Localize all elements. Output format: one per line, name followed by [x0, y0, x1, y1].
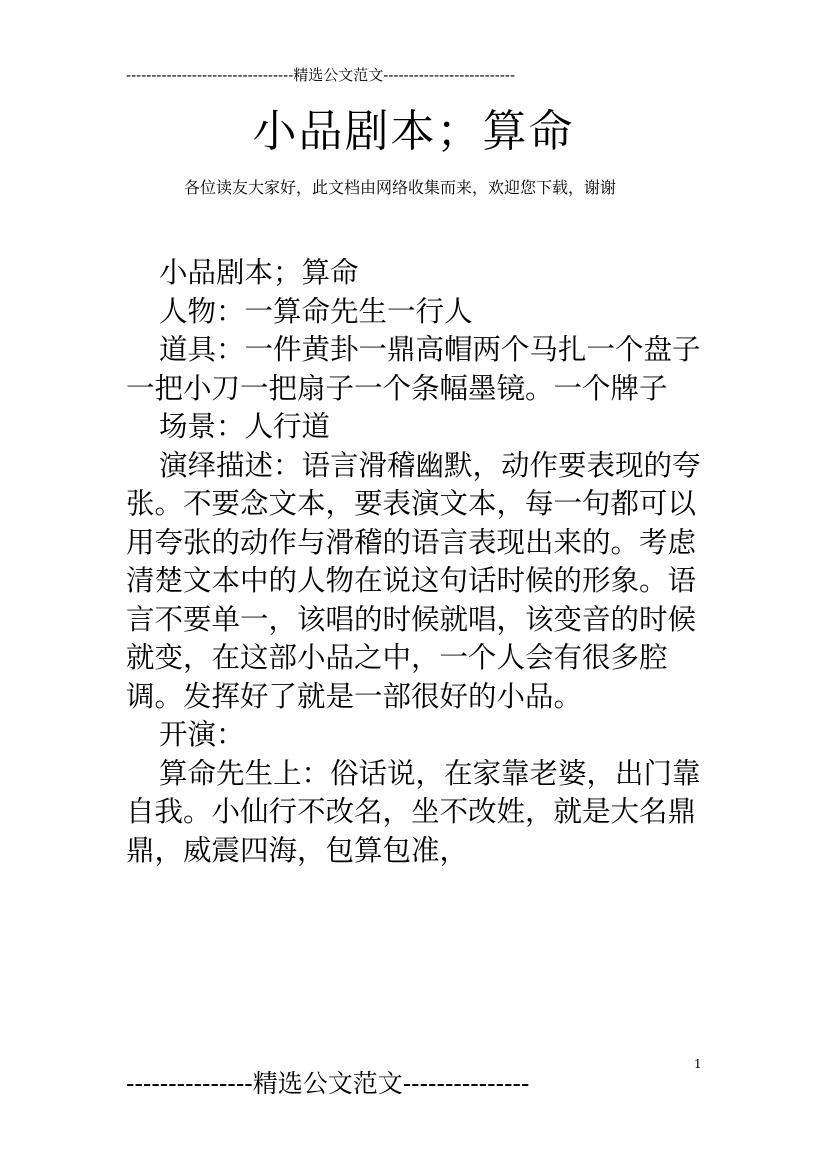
paragraph-scene: 场景：人行道	[159, 410, 331, 443]
page-footer: ---------------精选公文范文---------------	[126, 1069, 530, 1098]
paragraph-opening: 开演：	[159, 718, 245, 751]
paragraph-performance-notes: 演绎描述：语言滑稽幽默，动作要表现的夸张。不要念文本，要表演文本，每一句都可以用夸张的动作与滑稽的语言表现出来的。考虑清楚文本中的人物在说这句话时候的形象。语言不要单一，该唱的时候就唱，该变音的时候就变，在这部小品之中，一个人会有很多腔调。发挥好了就是一部很好的小品。	[126, 448, 701, 713]
document-body	[126, 254, 710, 870]
document-title: 小品剧本；算命	[252, 106, 575, 157]
paragraph-fortune-teller-line: 算命先生上：俗话说，在家靠老婆，出门靠自我。小仙行不改名，坐不改姓，就是大名鼎鼎，威震四海，包算包准，	[126, 756, 701, 867]
document-subtitle: 各位读友大家好，此文档由网络收集而来，欢迎您下载，谢谢	[184, 178, 617, 197]
paragraph-props: 道具：一件黄卦一鼎高帽两个马扎一个盘子一把小刀一把扇子一个条幅墨镜。一个牌子	[126, 333, 701, 405]
page-header: ---------------------------------精选公文范文--------------------------	[126, 66, 516, 84]
paragraph-title: 小品剧本；算命	[159, 256, 359, 289]
page-number: 1	[694, 1057, 702, 1071]
paragraph-characters: 人物：一算命先生一行人	[159, 294, 473, 328]
